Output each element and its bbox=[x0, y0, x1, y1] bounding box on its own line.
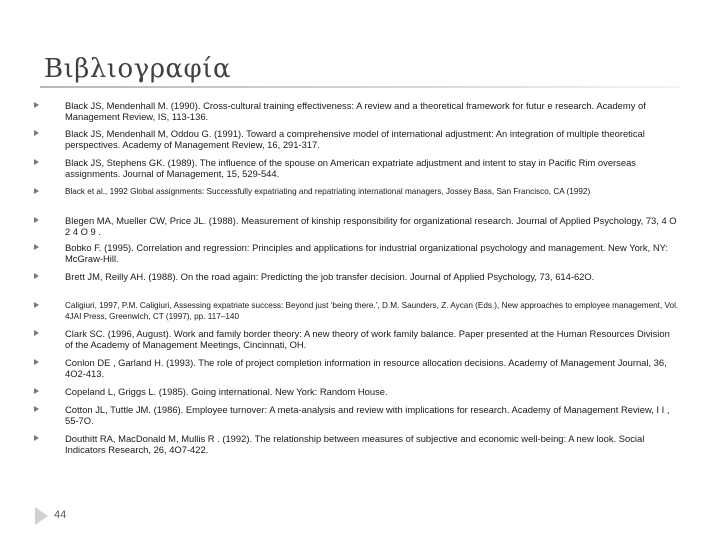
reference-item bbox=[34, 186, 680, 197]
bullet-arrow-icon bbox=[34, 302, 39, 308]
reference-text: Clark SC. (1996, August). Work and family border theory: A new theory of work family balance. Paper presented at the Human Resources Division of the Academy of Management Meetings, Cincinnati, OH. bbox=[65, 328, 670, 351]
bullet-arrow-icon bbox=[34, 359, 39, 365]
page-number: 44 bbox=[54, 509, 67, 521]
reference-text: Brett JM, Reilly AH. (1988). On the road again: Predicting the job transfer decision. Journal of Applied Psychology, 73, 614-62O. bbox=[65, 271, 595, 282]
reference-text: Black JS, Mendenhall M. (1990). Cross-cultural training effectiveness: A review and a theoretical framework for futur e research. Academy of Management Review, IS, 113-136. bbox=[65, 100, 646, 123]
bullet-arrow-icon bbox=[34, 102, 39, 108]
reference-item bbox=[34, 215, 680, 237]
reference-item bbox=[34, 300, 680, 322]
bullet-arrow-icon bbox=[34, 188, 39, 194]
bullet-arrow-icon bbox=[34, 330, 39, 336]
reference-item bbox=[34, 404, 680, 426]
reference-text: Black et al., 1992 Global assignments: Successfully expatriating and repatriating international managers, Jossey Bass, San Francisco, CA (1992) bbox=[65, 187, 591, 196]
bullet-arrow-icon bbox=[34, 130, 39, 136]
reference-text: Black JS, Stephens GK. (1989). The influence of the spouse on American expatriate adjustment and intent to stay in Pacific Rim overseas assignments. Journal of Management, 15, 529-544. bbox=[65, 157, 636, 180]
bullet-arrow-icon bbox=[34, 244, 39, 250]
reference-text: Black JS, Mendenhall M, Oddou G. (1991). Toward a comprehensive model of international adjustment: An integration of multiple theoretical perspectives. Academy of Management Review, 16, 291-317. bbox=[65, 128, 645, 151]
reference-text: Blegen MA, Mueller CW, Price JL. (1988). Measurement of kinship responsibility for organizational research. Journal of Applied Psychology, 73, 4 O 2 4 O 9 . bbox=[65, 215, 677, 238]
bullet-arrow-icon bbox=[34, 435, 39, 441]
reference-item bbox=[34, 128, 680, 150]
reference-item bbox=[34, 386, 680, 397]
reference-text: Douthitt RA, MacDonald M, Mullis R . (1992). The relationship between measures of subjective and economic well-being: A new look. Social Indicators Research, 26, 4O7-422. bbox=[65, 433, 645, 456]
reference-item bbox=[34, 100, 680, 122]
reference-text: Copeland L, Griggs L. (1985). Going international. New York: Random House. bbox=[65, 386, 388, 397]
reference-text: Bobko F. (1995). Correlation and regression: Principles and applications for industrial organizational psychology and management. New York, NY: McGraw-Hill. bbox=[65, 242, 668, 265]
reference-item bbox=[34, 157, 680, 179]
slide-title: Βιβλιογραφία bbox=[44, 54, 231, 84]
footer-arrow-icon bbox=[35, 507, 48, 525]
bullet-arrow-icon bbox=[34, 406, 39, 412]
reference-item bbox=[34, 328, 680, 350]
reference-item bbox=[34, 242, 680, 264]
reference-text: Cotton JL, Tuttle JM. (1986). Employee turnover: A meta-analysis and review with implications for research. Academy of Management Review, I I , 55-7O. bbox=[65, 404, 670, 427]
reference-item bbox=[34, 271, 680, 282]
reference-item bbox=[34, 433, 680, 455]
bullet-arrow-icon bbox=[34, 388, 39, 394]
bullet-arrow-icon bbox=[34, 273, 39, 279]
bullet-arrow-icon bbox=[34, 159, 39, 165]
reference-item bbox=[34, 357, 680, 379]
reference-text: Caligiuri, 1997, P.M. Caligiuri, Assessing expatriate success: Beyond just ‘being there.’, D.M. Saunders, Z. Aycan (Eds.), New approaches to employee management, Vol. 4JAI Press, Greenwich, CT (1997), pp. 117–140 bbox=[65, 301, 679, 322]
reference-text: Conlon DE , Garland H. (1993). The role of project completion information in resource allocation decisions. Academy of Management Journal, 36, 4O2-413. bbox=[65, 357, 667, 380]
bullet-arrow-icon bbox=[34, 217, 39, 223]
